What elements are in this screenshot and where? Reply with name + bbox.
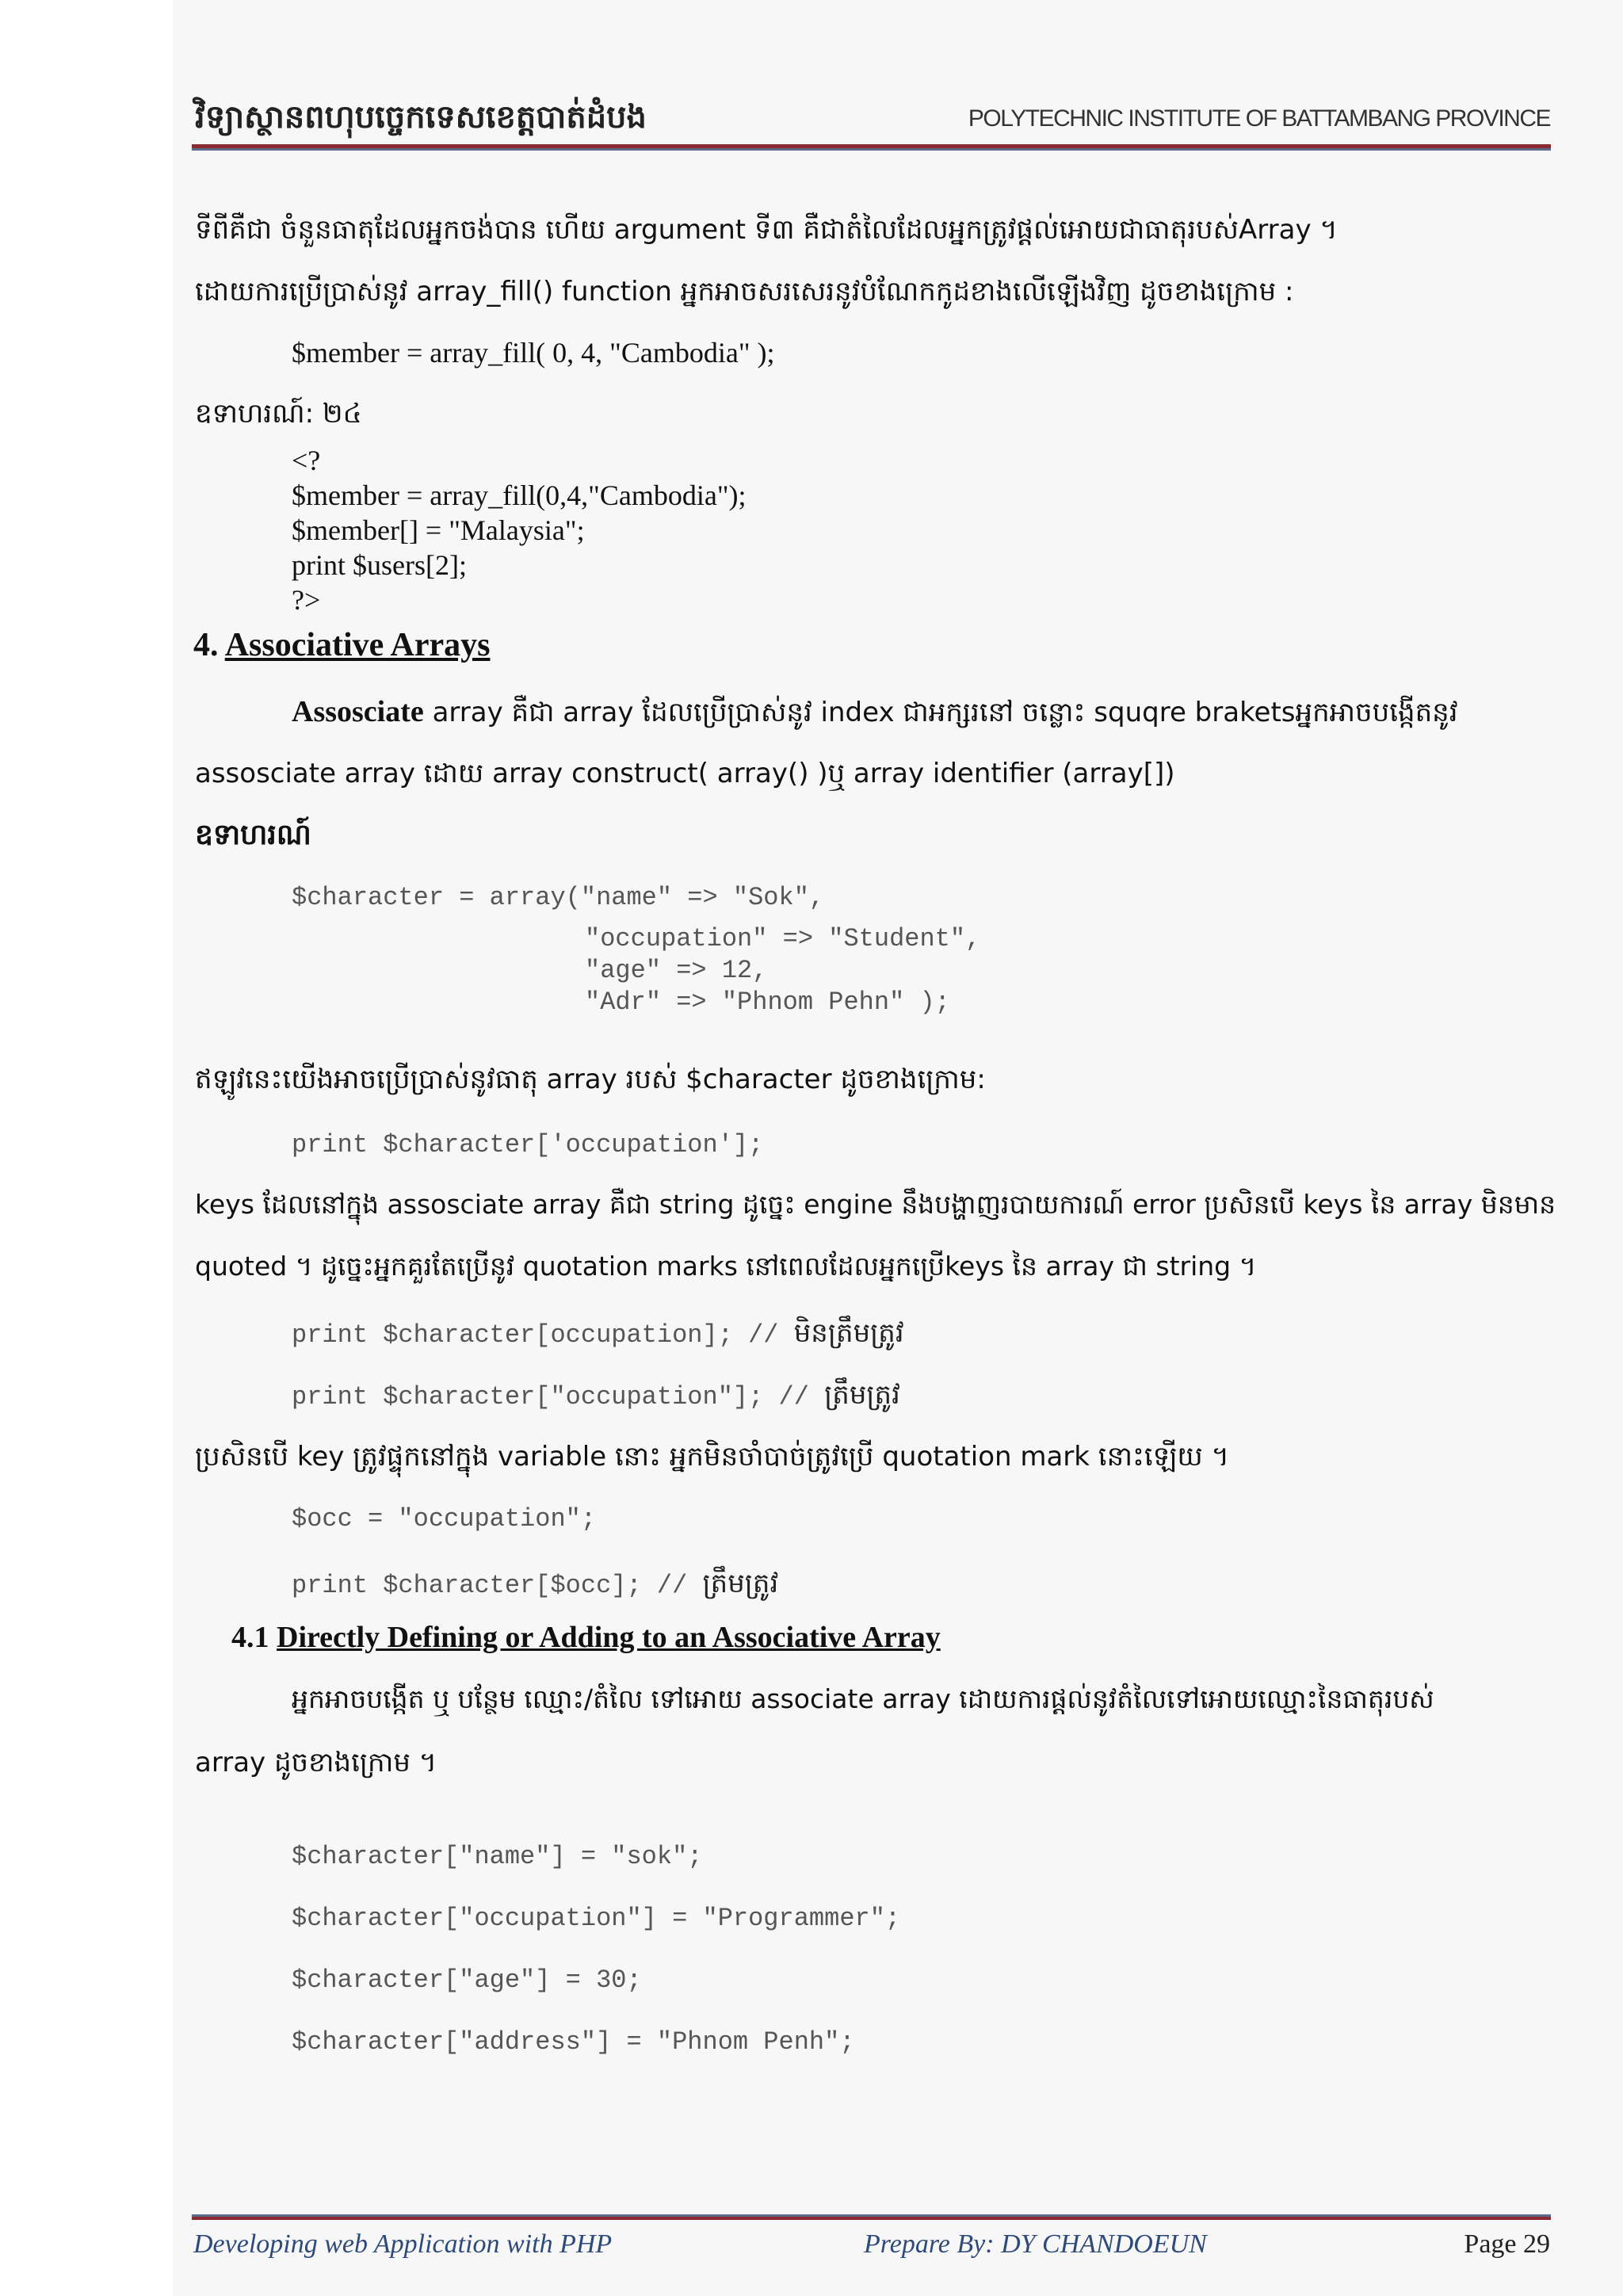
code-text: print $character[occupation]; // <box>292 1320 794 1350</box>
paragraph-line: ប្រសិនបើ key ត្រូវផ្ទុកនៅក្នុង variable នោះ អ្នកមិនចាំបាច់ត្រូវប្រើ quotation mark នោះឡើយ ។ <box>195 1441 1229 1473</box>
paragraph-line: array ដូចខាងក្រោម ។ <box>195 1747 437 1778</box>
bold-term: Assosciate <box>292 695 424 728</box>
code-line: $member = array_fill( 0, 4, "Cambodia" ); <box>292 337 775 369</box>
code-text: print $character["occupation"]; // <box>292 1382 825 1412</box>
footer-rule <box>192 2214 1551 2220</box>
code-line: $character["name"] = "sok"; <box>292 1842 703 1871</box>
code-line: $member[] = "Malaysia"; <box>292 514 585 546</box>
header-rule <box>192 144 1551 151</box>
code-line: $occ = "occupation"; <box>292 1504 597 1534</box>
code-line: $character["address"] = "Phnom Penh"; <box>292 2027 855 2057</box>
code-line: ?> <box>292 584 321 616</box>
section-heading <box>193 626 490 664</box>
section-number: 4. <box>193 627 219 663</box>
subsection-title: Directly Defining or Adding to an Associative Array <box>277 1621 941 1654</box>
code-line: print $users[2]; <box>292 549 467 581</box>
code-line: print $character['occupation']; <box>292 1130 764 1159</box>
code-line: "occupation" => "Student", <box>585 924 981 953</box>
example-label: ឧទាហរណ៍: ២៤ <box>195 398 362 430</box>
subsection-number: 4.1 <box>231 1621 269 1654</box>
header-institute-english: POLYTECHNIC INSTITUTE OF BATTAMBANG PROVINCE <box>968 105 1550 132</box>
paragraph-line: assosciate array ដោយ array construct( array() )ឬ array identifier (array[]) <box>195 758 1175 789</box>
paragraph-line: quoted ។ ដូច្នេះអ្នកគួរតែប្រើនូវ quotation marks នៅពេលដែលអ្នកប្រើkeys នៃ array ជា string ។ <box>195 1251 1257 1282</box>
code-line: $character["occupation"] = "Programmer"; <box>292 1904 901 1933</box>
footer-course-title: Developing web Application with PHP <box>193 2229 613 2259</box>
subsection-heading <box>231 1620 941 1655</box>
footer-page-number: Page 29 <box>1464 2229 1550 2259</box>
code-line: "age" => 12, <box>585 956 768 985</box>
code-comment: ត្រឹមត្រូវ <box>824 1379 900 1411</box>
paragraph-line: ដោយការប្រើប្រាស់នូវ array_fill() function អ្នកអាចសរសេរនូវបំណែកកូដខាងលើឡើងវិញ ដូចខាងក្រោម : <box>195 276 1294 308</box>
code-line: $character["age"] = 30; <box>292 1966 642 1995</box>
paragraph-line: keys ដែលនៅក្នុង assosciate array គឺជា string ដូច្នេះ engine នឹងបង្ហាញរបាយការណ៍ error ប្រសិនបើ keys នៃ array មិនមាន <box>195 1189 1556 1220</box>
code-line <box>292 1566 778 1606</box>
example-heading: ឧទាហរណ៍ <box>195 819 311 851</box>
code-text: print $character[$occ]; // <box>292 1571 703 1600</box>
section-title: Associative Arrays <box>224 627 491 663</box>
paragraph-line: ឥឡូវនេះយើងអាចប្រើប្រាស់នូវធាតុ array របស់ $character ដូចខាងក្រោម: <box>195 1064 986 1095</box>
code-line <box>292 1377 900 1417</box>
paragraph-line: ទីពីគឺជា ចំនួនធាតុដែលអ្នកចង់បាន ហើយ argument ទី៣ គឺជាតំលៃដែលអ្នកត្រូវផ្តល់អោយជាធាតុរបស់Array ។ <box>195 214 1338 246</box>
paragraph-text: array គឺជា array ដែលប្រើប្រាស់នូវ index ជាអក្សរនៅ ចន្លោះ squqre brakets​អ្នកអាចបង្កើតនូវ <box>423 697 1458 728</box>
code-line: $character = array("name" => "Sok", <box>292 883 825 912</box>
header-institute-khmer: វិទ្យាស្ថានពហុបច្ចេកទេសខេត្តបាត់ដំបង <box>195 98 647 136</box>
code-line: $member = array_fill(0,4,"Cambodia"); <box>292 479 747 511</box>
code-line: <? <box>292 445 321 476</box>
paragraph-line <box>292 694 1458 735</box>
footer-author: Prepare By: DY CHANDOEUN <box>864 2229 1207 2259</box>
code-line <box>292 1316 904 1355</box>
code-line: "Adr" => "Phnom Pehn" ); <box>585 988 950 1017</box>
paragraph-line: អ្នកអាចបង្កើត ឬ បន្ថែម ឈ្មោះ/តំលៃ ទៅអោយ associate array ដោយការផ្តល់នូវតំលៃទៅអោយឈ្មោះនៃធាតុរបស់ <box>292 1683 1434 1714</box>
code-comment: មិនត្រឹមត្រូវ <box>793 1317 904 1349</box>
code-comment: ត្រឹមត្រូវ <box>702 1568 779 1599</box>
